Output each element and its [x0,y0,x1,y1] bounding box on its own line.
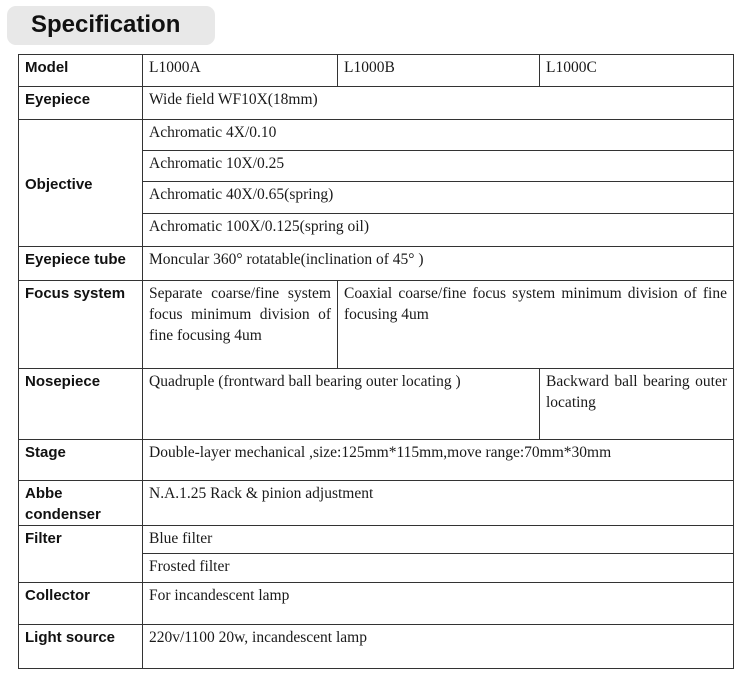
row-label-eyepiece: Eyepiece [19,87,143,120]
table-row-nosepiece [19,369,734,440]
cell-model-b: L1000B [338,55,540,87]
row-label-filter: Filter [19,526,143,583]
cell-nosepiece-c: Backward ball bearing outer locating [540,369,734,440]
table-row-focus-system [19,281,734,369]
table-row-eyepiece-tube [19,247,734,281]
cell-objective-1: Achromatic 4X/0.10 [143,120,734,151]
cell-filter-1: Blue filter [143,526,734,554]
cell-stage: Double-layer mechanical ,size:125mm*115mm,move range:70mm*30mm [143,440,734,481]
cell-model-a: L1000A [143,55,338,87]
row-label-light-source: Light source [19,625,143,669]
cell-filter-2: Frosted filter [143,554,734,583]
cell-eyepiece: Wide field WF10X(18mm) [143,87,734,120]
table-row-collector [19,583,734,625]
cell-objective-2: Achromatic 10X/0.25 [143,151,734,182]
spec-table [18,54,734,669]
cell-collector: For incandescent lamp [143,583,734,625]
cell-model-c: L1000C [540,55,734,87]
cell-focus-system-a: Separate coarse/fine system focus minimum division of fine focusing 4um [143,281,338,369]
cell-eyepiece-tube: Moncular 360° rotatable(inclination of 45° ) [143,247,734,281]
row-label-focus-system: Focus system [19,281,143,369]
cell-light-source: 220v/1100 20w, incandescent lamp [143,625,734,669]
cell-abbe-condenser: N.A.1.25 Rack & pinion adjustment [143,481,734,526]
page-title: Specification [31,11,181,38]
table-row-eyepiece [19,87,734,120]
cell-nosepiece-ab: Quadruple (frontward ball bearing outer locating ) [143,369,540,440]
row-label-collector: Collector [19,583,143,625]
table-row-stage [19,440,734,481]
row-label-abbe-condenser: Abbe condenser [19,481,143,526]
row-label-eyepiece-tube: Eyepiece tube [19,247,143,281]
table-row-light-source [19,625,734,669]
row-label-nosepiece: Nosepiece [19,369,143,440]
row-label-model: Model [19,55,143,87]
table-row-model [19,55,734,87]
row-label-stage: Stage [19,440,143,481]
table-row-filter [19,526,734,554]
row-label-objective: Objective [19,120,143,247]
cell-focus-system-bc: Coaxial coarse/fine focus system minimum division of fine focusing 4um [338,281,734,369]
table-row-objective [19,120,734,151]
cell-objective-4: Achromatic 100X/0.125(spring oil) [143,214,734,247]
table-row-abbe-condenser [19,481,734,526]
cell-objective-3: Achromatic 40X/0.65(spring) [143,182,734,214]
